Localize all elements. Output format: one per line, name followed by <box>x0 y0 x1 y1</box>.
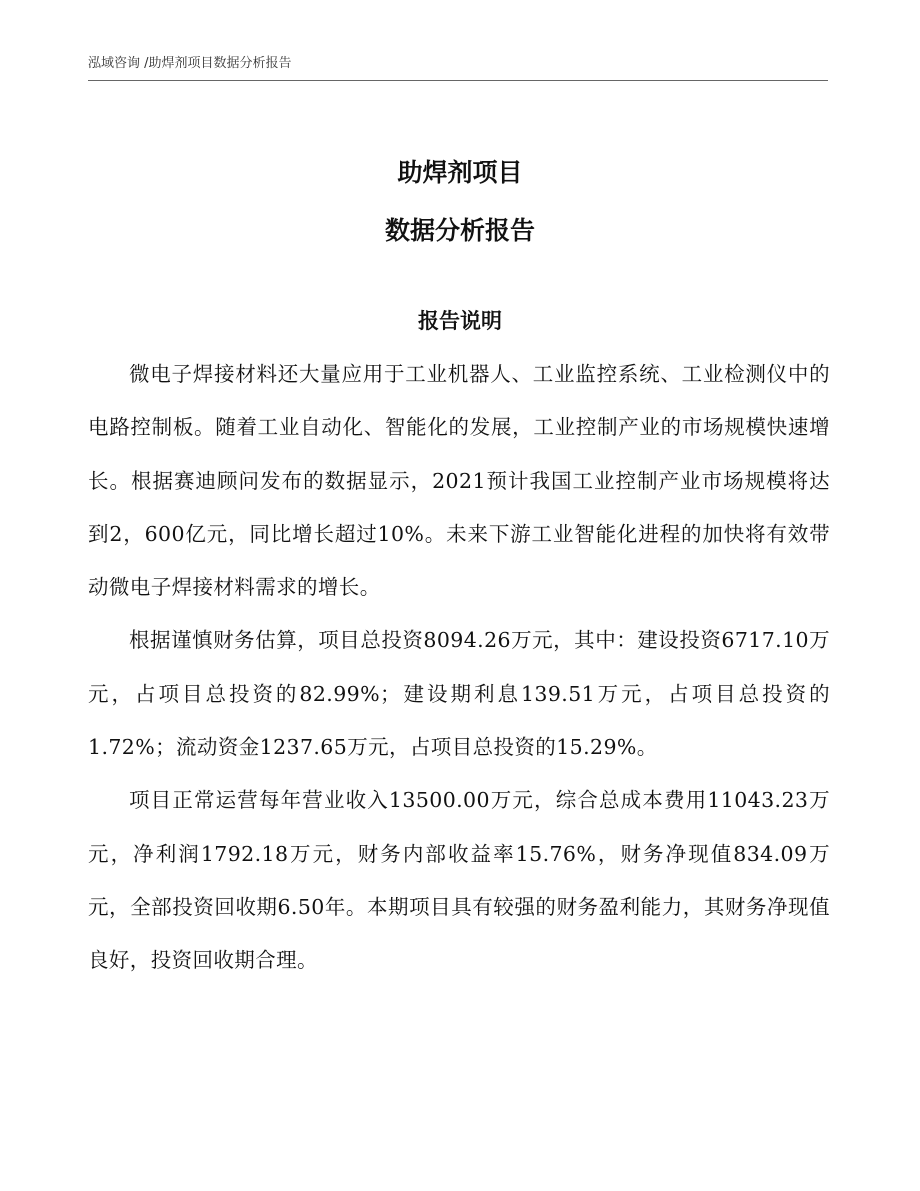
report-body <box>88 348 830 988</box>
page-header: 泓域咨询 /助焊剂项目数据分析报告 <box>88 56 292 71</box>
header-divider <box>88 80 828 81</box>
document-title-line-1: 助焊剂项目 <box>397 158 523 187</box>
document-title-line-2: 数据分析报告 <box>384 216 535 245</box>
paragraph-investment: 根据谨慎财务估算，项目总投资8094.26万元，其中：建设投资6717.10万元，占项目总投资的82.99%；建设期利息139.51万元，占项目总投资的1.72%；流动资金1237.65万元，占项目总投资的15.29%。 <box>88 628 830 760</box>
paragraph-market: 微电子焊接材料还大量应用于工业机器人、工业监控系统、工业检测仪中的电路控制板。随着工业自动化、智能化的发展，工业控制产业的市场规模快速增长。根据赛迪顾问发布的数据显示，2021预计我国工业控制产业市场规模将达到2，600亿元，同比增长超过10%。未来下游工业智能化进程的加快将有效带动微电子焊接材料需求的增长。 <box>88 362 830 600</box>
section-heading: 报告说明 <box>418 309 502 333</box>
paragraph-financials: 项目正常运营每年营业收入13500.00万元，综合总成本费用11043.23万元，净利润1792.18万元，财务内部收益率15.76%，财务净现值834.09万元，全部投资回收期6.50年。本期项目具有较强的财务盈利能力，其财务净现值良好，投资回收期合理。 <box>88 788 830 973</box>
